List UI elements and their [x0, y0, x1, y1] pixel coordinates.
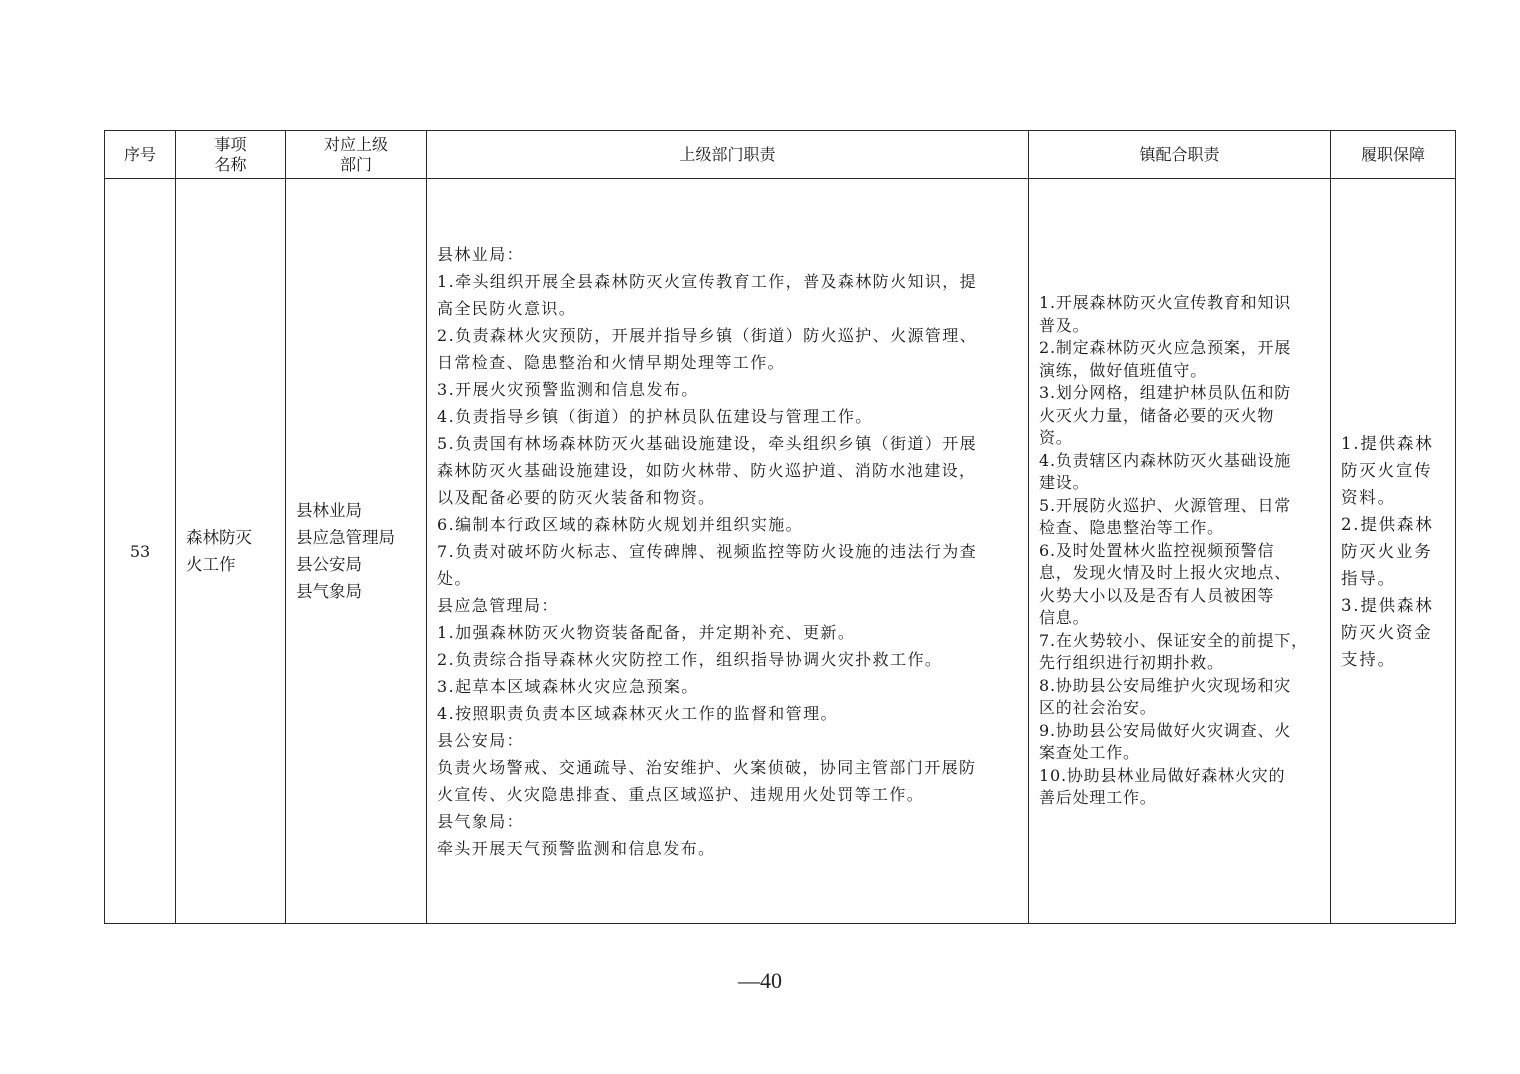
- town-duty-line: 息，发现火情及时上报火灾地点、: [1039, 563, 1292, 583]
- town-duty-line: 案查处工作。: [1039, 743, 1140, 763]
- superior-duty-line: 3.起草本区域森林火灾应急预案。: [437, 676, 699, 696]
- item-name-line: 森林防灭: [186, 528, 252, 547]
- superior-duty-line: 2.负责森林火灾预防，开展并指导乡镇（街道）防火巡护、火源管理、: [437, 325, 978, 345]
- town-duty-line: 建设。: [1039, 473, 1090, 493]
- header-dept-line: 部门: [339, 154, 372, 174]
- town-duty-line: 火灭火力量，储备必要的灭火物: [1039, 405, 1275, 425]
- town-duty-line: 检查、隐患整治等工作。: [1039, 518, 1224, 538]
- dept-line: 县气象局: [296, 582, 362, 601]
- guarantee-line: 3.提供森林: [1341, 595, 1434, 615]
- page-number: —40: [738, 968, 782, 993]
- town-duty-line: 区的社会治安。: [1039, 698, 1157, 718]
- superior-duty-line: 处。: [437, 568, 472, 588]
- town-duty-line: 7.在火势较小、保证安全的前提下，: [1039, 630, 1308, 650]
- header-town-duty: 镇配合职责: [1029, 131, 1331, 179]
- superior-duty-line: 1.加强森林防灭火物资装备配备，并定期补充、更新。: [437, 622, 856, 642]
- superior-duty-line: 森林防灭火基础设施建设，如防火林带、防火巡护道、消防水池建设，: [437, 460, 977, 480]
- cell-superior-duty: [427, 179, 1029, 924]
- town-duty-line: 火势大小以及是否有人员被困等: [1039, 585, 1275, 605]
- superior-duty-line: 以及配备必要的防灭火装备和物资。: [437, 487, 716, 507]
- cell-guarantee: [1331, 179, 1456, 924]
- superior-duty-line: 火宣传、火灾隐患排查、重点区域巡护、违规用火处罚等工作。: [437, 784, 925, 804]
- header-superior-duty: 上级部门职责: [427, 131, 1029, 179]
- item-name-line: 火工作: [186, 555, 236, 574]
- dept-line: 县林业局: [296, 501, 362, 520]
- header-no: 序号: [105, 131, 176, 179]
- cell-no: 53: [105, 179, 176, 924]
- superior-duty-line: 4.负责指导乡镇（街道）的护林员队伍建设与管理工作。: [437, 406, 873, 426]
- town-duty-line: 资。: [1039, 428, 1073, 448]
- town-duty-line: 善后处理工作。: [1039, 788, 1157, 808]
- superior-duty-line: 县公安局：: [437, 730, 525, 750]
- header-item-name-line: 事项: [214, 134, 247, 154]
- header-item-name-line: 名称: [214, 154, 247, 174]
- town-duty-line: 信息。: [1039, 608, 1090, 628]
- header-dept-line: 对应上级: [323, 134, 388, 154]
- town-duty-line: 5.开展防火巡护、火源管理、日常: [1039, 495, 1292, 515]
- superior-duty-line: 高全民防火意识。: [437, 298, 577, 318]
- cell-town-duty: [1029, 179, 1331, 924]
- superior-duty-line: 负责火场警戒、交通疏导、治安维护、火案侦破，协同主管部门开展防: [437, 757, 977, 777]
- header-guarantee: 履职保障: [1331, 131, 1456, 179]
- town-duty-line: 先行组织进行初期扑救。: [1039, 653, 1224, 673]
- superior-duty-line: 2.负责综合指导森林火灾防控工作，组织指导协调火灾扑救工作。: [437, 649, 943, 669]
- town-duty-line: 2.制定森林防灭火应急预案，开展: [1039, 338, 1292, 358]
- town-duty-line: 3.划分网格，组建护林员队伍和防: [1039, 383, 1292, 403]
- town-duty-line: 8.协助县公安局维护火灾现场和灾: [1039, 675, 1292, 695]
- superior-duty-line: 3.开展火灾预警监测和信息发布。: [437, 379, 699, 399]
- header-dept: [286, 131, 427, 179]
- dept-line: 县公安局: [296, 555, 362, 574]
- town-duty-line: 6.及时处置林火监控视频预警信: [1039, 540, 1275, 560]
- table-header-row: [105, 131, 1456, 179]
- superior-duty-line: 县气象局：: [437, 811, 525, 831]
- guarantee-line: 资料。: [1341, 487, 1396, 507]
- superior-duty-line: 牵头开展天气预警监测和信息发布。: [437, 838, 716, 858]
- cell-dept: [286, 179, 427, 924]
- superior-duty-line: 县应急管理局：: [437, 595, 559, 615]
- guarantee-line: 支持。: [1341, 649, 1396, 669]
- superior-duty-line: 6.编制本行政区域的森林防火规划并组织实施。: [437, 514, 804, 534]
- superior-duty-line: 7.负责对破坏防火标志、宣传碑牌、视频监控等防火设施的违法行为查: [437, 541, 978, 561]
- superior-duty-line: 4.按照职责负责本区域森林灭火工作的监督和管理。: [437, 703, 838, 723]
- town-duty-line: 10.协助县林业局做好森林火灾的: [1039, 765, 1286, 785]
- town-duty-line: 演练，做好值班值守。: [1039, 360, 1208, 380]
- town-duty-line: 普及。: [1039, 315, 1090, 335]
- superior-duty-line: 5.负责国有林场森林防灭火基础设施建设，牵头组织乡镇（街道）开展: [437, 433, 978, 453]
- guarantee-line: 防灭火业务: [1341, 541, 1433, 561]
- superior-duty-line: 日常检查、隐患整治和火情早期处理等工作。: [437, 352, 786, 372]
- guarantee-line: 1.提供森林: [1341, 433, 1434, 453]
- cell-item-name: [176, 179, 286, 924]
- guarantee-line: 防灭火资金: [1341, 622, 1433, 642]
- header-item-name: [176, 131, 286, 179]
- guarantee-line: 2.提供森林: [1341, 514, 1434, 534]
- superior-duty-line: 县林业局：: [437, 244, 525, 264]
- town-duty-line: 4.负责辖区内森林防灭火基础设施: [1039, 450, 1292, 470]
- superior-duty-line: 1.牵头组织开展全县森林防灭火宣传教育工作，普及森林防火知识，提: [437, 271, 978, 291]
- duty-table: [104, 130, 1456, 924]
- table-row: [105, 179, 1456, 924]
- town-duty-line: 1.开展森林防灭火宣传教育和知识: [1039, 293, 1292, 313]
- guarantee-line: 指导。: [1341, 568, 1396, 588]
- dept-line: 县应急管理局: [296, 528, 395, 547]
- guarantee-line: 防灭火宣传: [1341, 460, 1433, 480]
- town-duty-line: 9.协助县公安局做好火灾调查、火: [1039, 720, 1292, 740]
